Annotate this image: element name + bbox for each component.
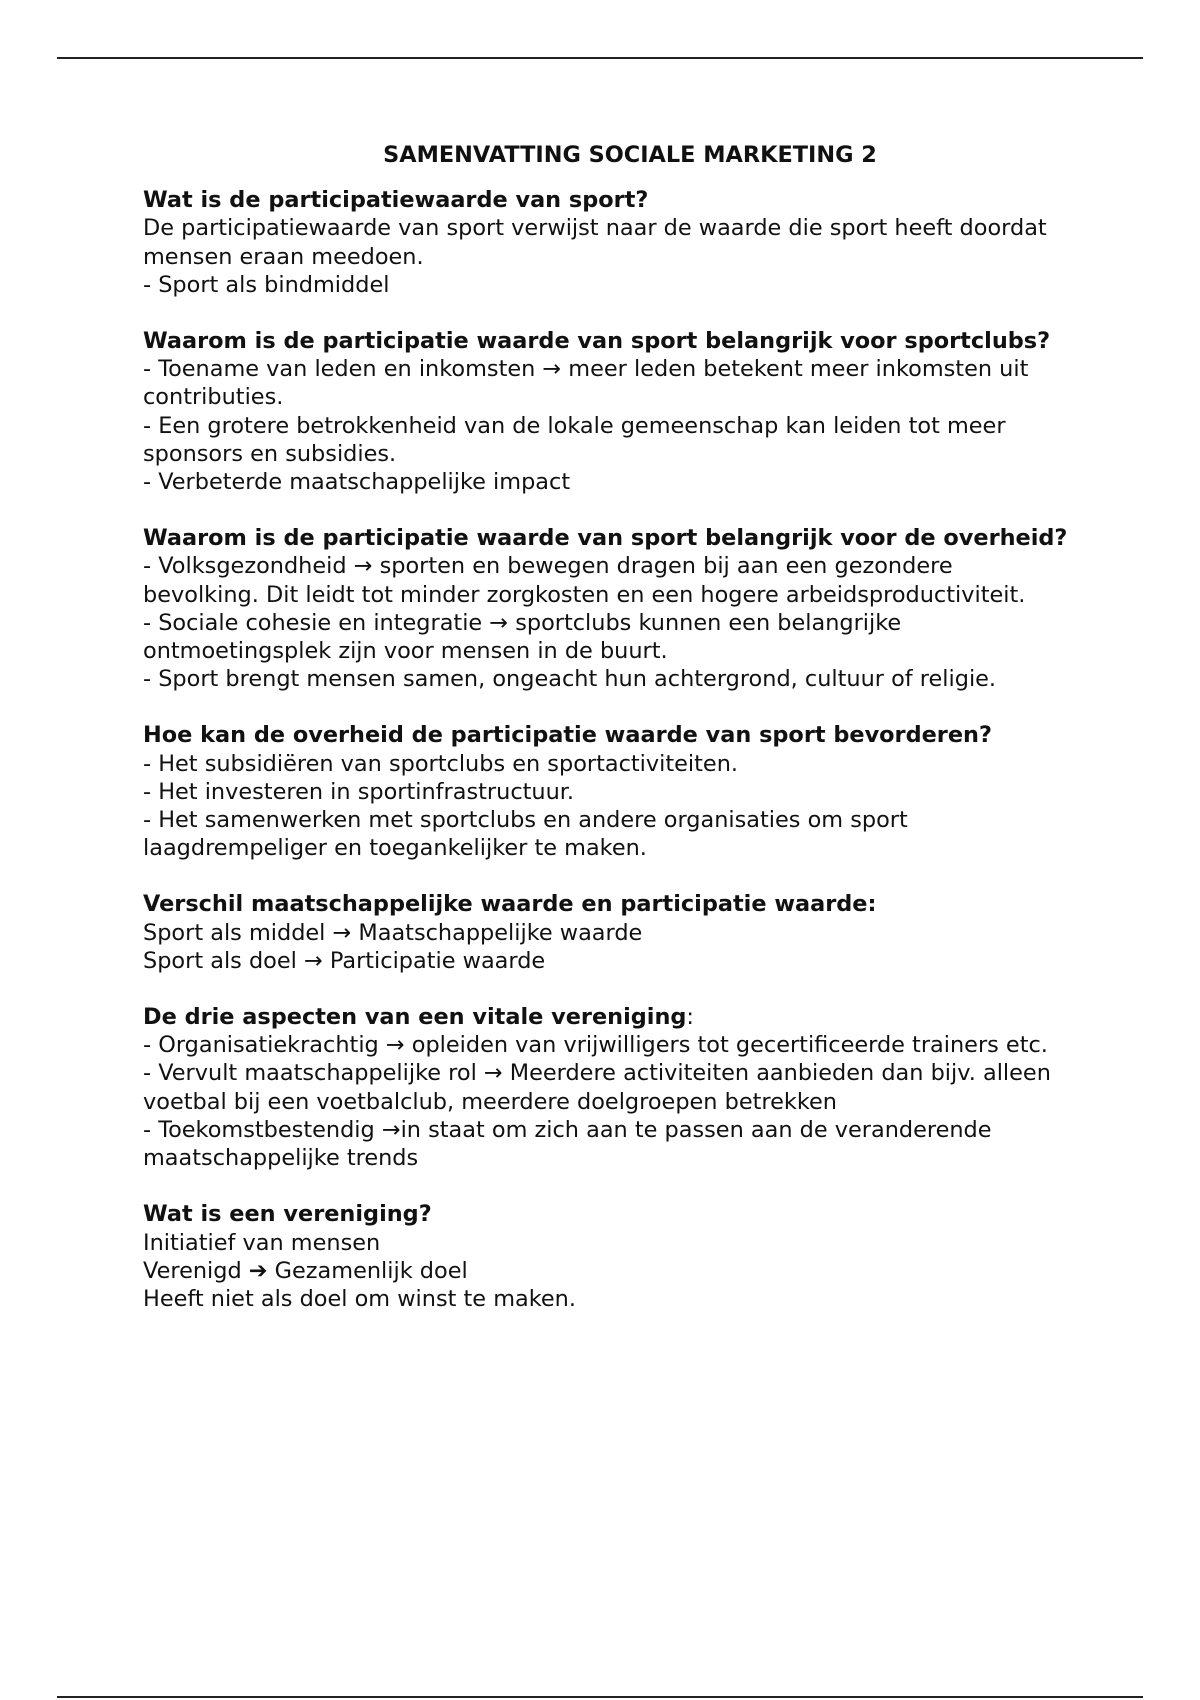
section-belang-overheid <box>143 524 1073 693</box>
section-line: - Sport als bindmiddel <box>143 271 390 298</box>
section-line: - Toekomstbestendig →in staat om zich aan te passen aan de veranderende maatschappelijke trends <box>143 1116 992 1172</box>
section-heading-text: De drie aspecten van een vitale vereniging <box>143 1004 687 1031</box>
section-participatiewaarde <box>143 186 1073 299</box>
section-line: - Volksgezondheid → sporten en bewegen dragen bij aan een gezondere bevolking. Dit leidt tot minder zorgkosten en een hogere arbeidsproductiviteit. <box>143 553 1026 608</box>
section-line: - Een grotere betrokkenheid van de lokale gemeenschap kan leiden tot meer sponsors en subsidies. <box>143 412 1006 467</box>
bottom-rule <box>57 1696 1143 1698</box>
section-line: - Sociale cohesie en integratie → sportclubs kunnen een belangrijke ontmoetingsplek zijn voor mensen in de buurt. <box>143 609 902 665</box>
section-line: Sport als middel → Maatschappelijke waarde <box>143 919 643 946</box>
section-line: De participatiewaarde van sport verwijst naar de waarde die sport heeft doordat mensen eraan meedoen. <box>143 215 1047 270</box>
section-heading: Waarom is de participatie waarde van sport belangrijk voor sportclubs? <box>143 328 1051 355</box>
section-line: - Verbeterde maatschappelijke impact <box>143 469 571 496</box>
section-heading: Hoe kan de overheid de participatie waarde van sport bevorderen? <box>143 722 992 749</box>
section-vitale-vereniging <box>143 1003 1073 1172</box>
section-line: - Sport brengt mensen samen, ongeacht hun achtergrond, cultuur of religie. <box>143 666 997 693</box>
section-heading <box>143 1003 1073 1031</box>
document-body <box>143 141 1073 1341</box>
section-heading-colon: : <box>686 1004 694 1031</box>
section-heading: Wat is de participatiewaarde van sport? <box>143 187 649 214</box>
section-line: - Het investeren in sportinfrastructuur. <box>143 778 575 805</box>
section-line: - Het samenwerken met sportclubs en andere organisaties om sport laagdrempeliger en toegankelijker te maken. <box>143 807 908 862</box>
section-verschil <box>143 890 1073 975</box>
section-bevorderen <box>143 721 1073 862</box>
section-line: - Het subsidiëren van sportclubs en sportactiviteiten. <box>143 750 739 777</box>
section-line: - Organisatiekrachtig → opleiden van vrijwilligers tot gecertificeerde trainers etc. <box>143 1032 1048 1059</box>
section-line: Initiatief van mensen <box>143 1229 381 1256</box>
top-rule <box>57 57 1143 59</box>
section-belang-sportclubs <box>143 327 1073 496</box>
section-heading: Verschil maatschappelijke waarde en participatie waarde: <box>143 891 877 918</box>
section-vereniging <box>143 1200 1073 1313</box>
section-line: Heeft niet als doel om winst te maken. <box>143 1285 576 1312</box>
section-heading: Waarom is de participatie waarde van sport belangrijk voor de overheid? <box>143 525 1068 552</box>
document-title: SAMENVATTING SOCIALE MARKETING 2 <box>383 142 877 168</box>
section-line: - Toename van leden en inkomsten → meer leden betekent meer inkomsten uit contributies. <box>143 356 1029 411</box>
section-line: Verenigd ➔ Gezamenlijk doel <box>143 1257 468 1284</box>
section-heading: Wat is een vereniging? <box>143 1201 432 1228</box>
section-line: - Vervult maatschappelijke rol → Meerdere activiteiten aanbieden dan bijv. alleen voetbal bij een voetbalclub, meerdere doelgroepen betrekken <box>143 1060 1051 1115</box>
section-line: Sport als doel → Participatie waarde <box>143 947 546 974</box>
